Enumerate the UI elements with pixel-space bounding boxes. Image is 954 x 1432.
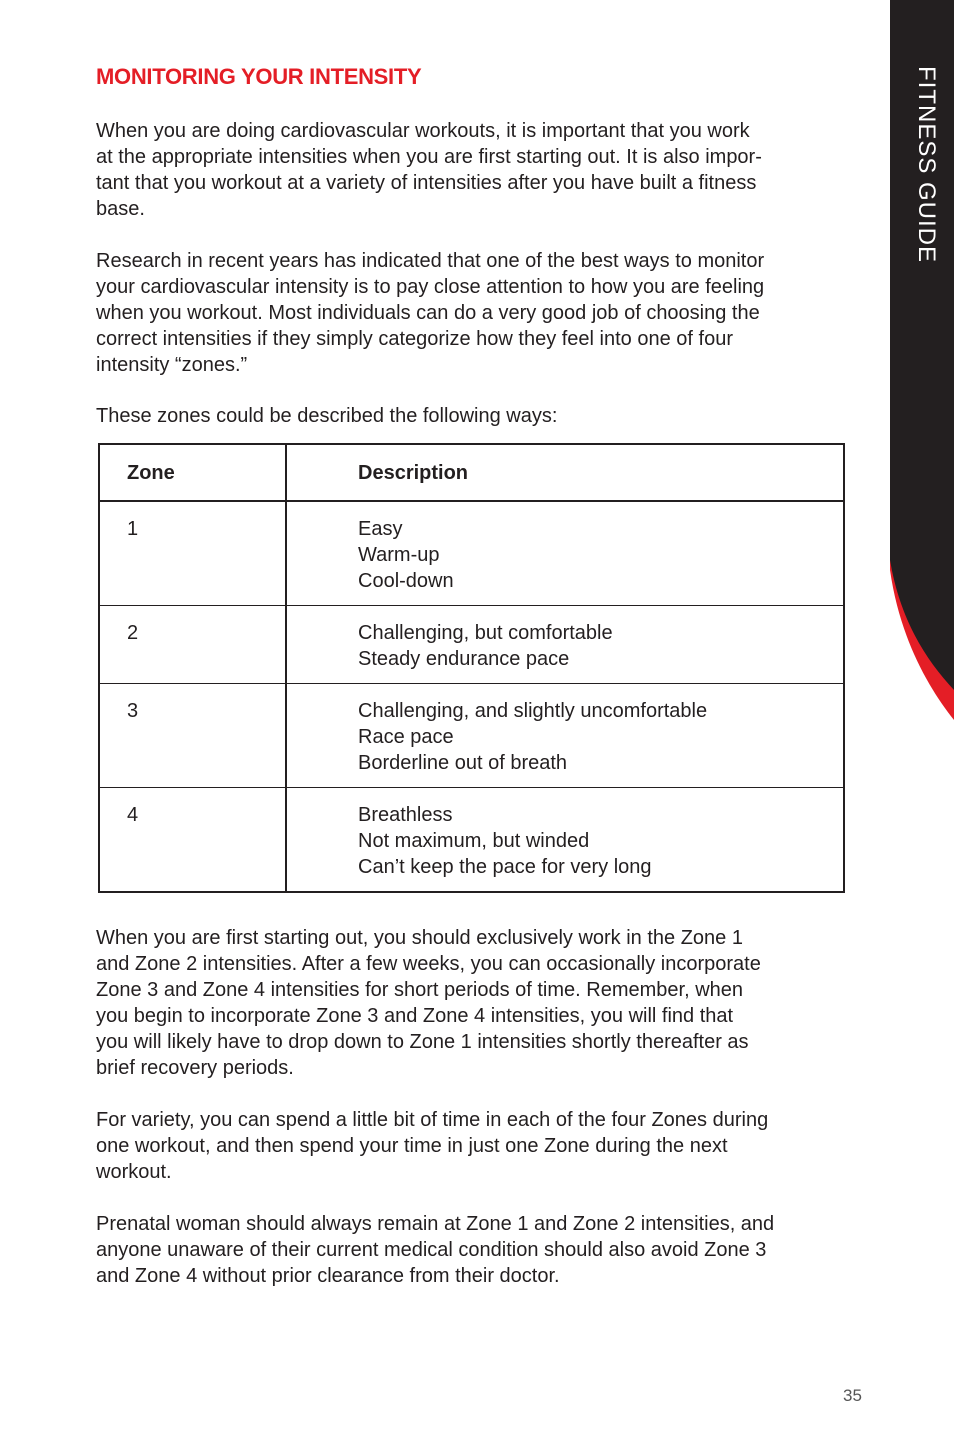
zones-table-body (99, 501, 844, 892)
paragraph-line: Research in recent years has indicated that one of the best ways to monitor (96, 250, 765, 272)
paragraph-line: correct intensities if they simply categorize how they feel into one of four (96, 328, 733, 350)
table-header-row (99, 444, 844, 501)
paragraph-line: you begin to incorporate Zone 3 and Zone 4 intensities, you will find that (96, 1005, 734, 1027)
header-description: Description (358, 461, 469, 484)
zone-description (286, 684, 844, 788)
zones-table (98, 443, 845, 893)
paragraph-line: intensity “zones.” (96, 354, 248, 376)
body-paragraph (96, 118, 840, 222)
description-line: Not maximum, but winded (358, 830, 590, 852)
description-line: Challenging, and slightly uncomfortable (358, 700, 708, 722)
zone-description (286, 788, 844, 893)
paragraph-line: one workout, and then spend your time in just one Zone during the next (96, 1135, 728, 1157)
paragraph-line: and Zone 4 without prior clearance from their doctor. (96, 1265, 560, 1287)
paragraph-line: and Zone 2 intensities. After a few weeks, you can occasionally incorporate (96, 953, 761, 975)
zone-number: 2 (99, 606, 286, 684)
paragraph-line: base. (96, 198, 145, 220)
paragraph-line: When you are doing cardiovascular workouts, it is important that you work (96, 120, 750, 142)
paragraph-line: workout. (96, 1161, 172, 1183)
zone-description (286, 606, 844, 684)
paragraph-line: you will likely have to drop down to Zone 1 intensities shortly thereafter as (96, 1031, 749, 1053)
side-tab-label: FITNESS GUIDE (913, 66, 940, 264)
description-line: Borderline out of breath (358, 752, 568, 774)
paragraph-line: When you are first starting out, you should exclusively work in the Zone 1 (96, 927, 743, 949)
zone-number: 1 (99, 501, 286, 606)
table-row (99, 501, 844, 606)
description-line: Race pace (358, 726, 454, 748)
paragraph-line: when you workout. Most individuals can do a very good job of choosing the (96, 302, 760, 324)
description-line: Breathless (358, 804, 453, 826)
table-row (99, 606, 844, 684)
zone-number: 4 (99, 788, 286, 893)
zone-description (286, 501, 844, 606)
body-paragraph (96, 925, 840, 1081)
header-zone: Zone (99, 444, 286, 501)
description-line: Cool-down (358, 570, 454, 592)
table-row (99, 684, 844, 788)
paragraph-line: These zones could be described the following ways: (96, 405, 558, 427)
paragraph-line: anyone unaware of their current medical condition should also avoid Zone 3 (96, 1239, 767, 1261)
description-line: Warm-up (358, 544, 440, 566)
side-tab-label-wrap (896, 60, 954, 300)
page-title: MONITORING YOUR INTENSITY (96, 64, 422, 89)
body-paragraph (96, 1107, 840, 1185)
body-paragraph (96, 1211, 840, 1289)
paragraph-line: tant that you workout at a variety of intensities after you have built a fitness (96, 172, 757, 194)
description-line: Challenging, but comfortable (358, 622, 613, 644)
body-paragraph (96, 403, 840, 429)
description-line: Easy (358, 518, 403, 540)
paragraph-line: For variety, you can spend a little bit of time in each of the four Zones during (96, 1109, 769, 1131)
page-number: 35 (843, 1386, 862, 1405)
body-paragraph (96, 248, 840, 378)
paragraph-line: Prenatal woman should always remain at Zone 1 and Zone 2 intensities, and (96, 1213, 775, 1235)
table-row (99, 788, 844, 893)
paragraph-line: at the appropriate intensities when you are first starting out. It is also impor- (96, 146, 762, 168)
zone-number: 3 (99, 684, 286, 788)
paragraph-line: Zone 3 and Zone 4 intensities for short periods of time. Remember, when (96, 979, 744, 1001)
paragraph-line: brief recovery periods. (96, 1057, 294, 1079)
description-line: Steady endurance pace (358, 648, 570, 670)
description-line: Can’t keep the pace for very long (358, 856, 652, 878)
paragraph-line: your cardiovascular intensity is to pay close attention to how you are feeling (96, 276, 765, 298)
